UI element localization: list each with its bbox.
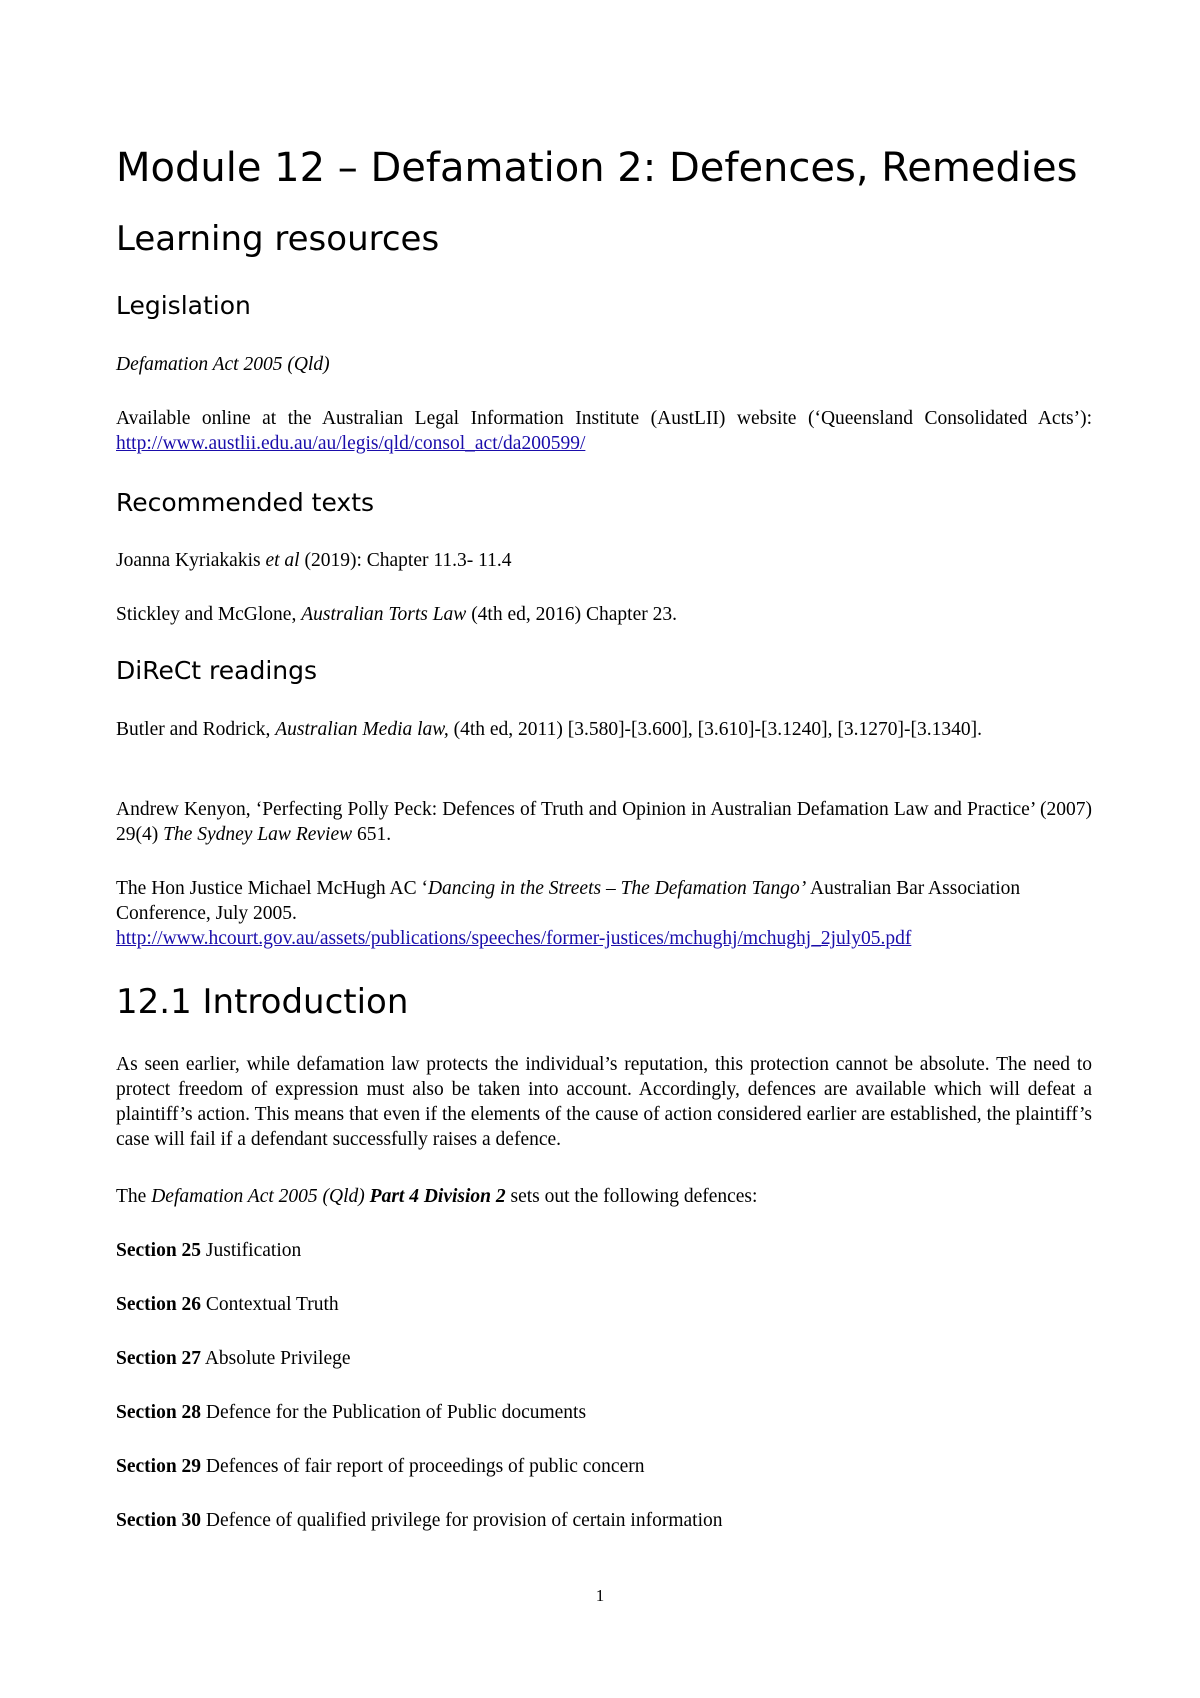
- recommended-text-2-detail: (4th ed, 2016) Chapter 23.: [466, 604, 677, 625]
- section-label: Section 25: [116, 1240, 202, 1261]
- defences-intro-act: Defamation Act 2005 (Qld): [151, 1186, 365, 1207]
- direct-reading-2-text: Andrew Kenyon, ‘Perfecting Polly Peck: Defences of Truth and Opinion in Australian Defamation Law and Practice’ (2007) 29(4): [116, 799, 1092, 845]
- direct-reading-3-author: The Hon Justice Michael McHugh AC ‘: [116, 878, 428, 899]
- recommended-text-1-etal: et al: [265, 550, 300, 571]
- direct-reading-1-title: Australian Media law,: [275, 719, 449, 740]
- direct-reading-1-detail: (4th ed, 2011) [3.580]-[3.600], [3.610]-[3.1240], [3.1270]-[3.1340].: [448, 719, 982, 740]
- recommended-texts-heading: Recommended texts: [116, 488, 375, 517]
- legislation-heading: Legislation: [116, 291, 251, 320]
- direct-reading-1: [116, 717, 1092, 742]
- available-paragraph: [116, 406, 1092, 456]
- section-text: Defence of qualified privilege for provision of certain information: [201, 1510, 723, 1531]
- defences-intro-end: sets out the following defences:: [505, 1186, 758, 1207]
- defences-intro-part: Part 4 Division 2: [369, 1186, 506, 1207]
- recommended-text-2-author: Stickley and McGlone,: [116, 604, 302, 625]
- section-item: [116, 1454, 1092, 1479]
- recommended-text-2: [116, 602, 1092, 627]
- section-label: Section 30: [116, 1510, 202, 1531]
- direct-reading-1-author: Butler and Rodrick,: [116, 719, 276, 740]
- page-title: Module 12 – Defamation 2: Defences, Remedies: [116, 145, 1078, 191]
- learning-resources-heading: Learning resources: [116, 219, 440, 259]
- introduction-paragraph: As seen earlier, while defamation law protects the individual’s reputation, this protection cannot be absolute. The need to protect freedom of expression must also be taken into account. Accordingly, defences are available which will defeat a plaintiff’s action. This means that even if the elements of the cause of action considered earlier are established, the plaintiff’s case will fail if a defendant successfully raises a defence.: [116, 1054, 1092, 1150]
- section-item: [116, 1508, 1092, 1533]
- austlii-link[interactable]: http://www.austlii.edu.au/au/legis/qld/consol_act/da200599/: [116, 433, 586, 454]
- direct-reading-2-journal: The Sydney Law Review: [163, 824, 353, 845]
- section-item: [116, 1238, 1092, 1263]
- recommended-text-1: [116, 548, 1092, 573]
- act-title: [116, 352, 1092, 377]
- defences-intro-start: The: [116, 1186, 152, 1207]
- section-item: [116, 1346, 1092, 1371]
- available-text: Available online at the Australian Legal Information Institute (AustLII) website (‘Queensland Consolidated Acts’):: [116, 408, 1092, 429]
- recommended-text-1-author: Joanna Kyriakakis: [116, 550, 266, 571]
- recommended-text-2-title: Australian Torts Law: [301, 604, 467, 625]
- section-label: Section 28: [116, 1402, 202, 1423]
- recommended-text-1-detail: (2019): Chapter 11.3- 11.4: [299, 550, 512, 571]
- section-text: Defences of fair report of proceedings of public concern: [201, 1456, 645, 1477]
- introduction-heading: 12.1 Introduction: [116, 982, 409, 1022]
- section-item: [116, 1400, 1092, 1425]
- hcourt-link[interactable]: http://www.hcourt.gov.au/assets/publications/speeches/former-justices/mchughj/mchughj_2july05.pdf: [116, 928, 912, 949]
- section-item: [116, 1292, 1092, 1317]
- direct-reading-3-title: Dancing in the Streets – The Defamation Tango’: [427, 878, 807, 899]
- section-label: Section 29: [116, 1456, 202, 1477]
- section-text: Defence for the Publication of Public documents: [201, 1402, 587, 1423]
- direct-readings-heading: DiReCt readings: [116, 656, 318, 685]
- page-number: 1: [595, 1586, 605, 1605]
- section-text: Justification: [201, 1240, 302, 1261]
- direct-reading-2-page: 651.: [352, 824, 392, 845]
- section-label: Section 26: [116, 1294, 202, 1315]
- defences-intro: [116, 1184, 1092, 1209]
- act-title-text: Defamation Act 2005 (Qld): [116, 354, 330, 375]
- direct-reading-3-detail: Australian Bar Association Conference, July 2005.: [116, 878, 1021, 924]
- section-text: Contextual Truth: [201, 1294, 339, 1315]
- section-text: Absolute Privilege: [201, 1348, 351, 1369]
- direct-reading-2: [116, 797, 1092, 847]
- section-label: Section 27: [116, 1348, 202, 1369]
- direct-reading-3: [116, 876, 1056, 951]
